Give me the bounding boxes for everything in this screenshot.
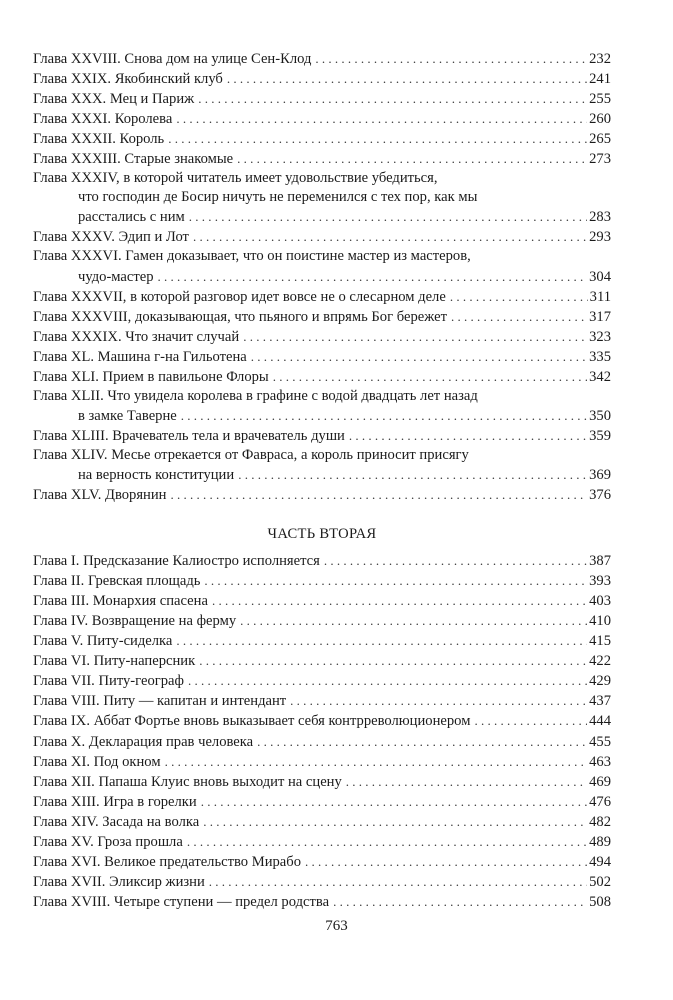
chapter-title: Глава XXXIX. Что значит случай (33, 328, 240, 345)
chapter-title-continued: в замке Таверне (78, 407, 177, 424)
toc-entry (33, 109, 611, 129)
chapter-title: Глава VII. Питу-географ (33, 673, 184, 690)
dot-leader (324, 551, 587, 570)
toc-entry (33, 287, 611, 307)
toc-entry (33, 892, 611, 912)
dot-leader (315, 49, 587, 68)
chapter-title: Глава XVI. Великое предательство Мирабо (33, 853, 301, 870)
page-ref: 476 (589, 793, 611, 810)
dot-leader (474, 711, 587, 730)
dot-leader (251, 347, 587, 366)
page-ref: 323 (589, 328, 611, 345)
chapter-title: Глава VI. Питу-наперсник (33, 653, 196, 670)
dot-leader (333, 892, 587, 911)
page-ref: 304 (589, 268, 611, 285)
dot-leader (181, 406, 587, 425)
page-ref: 293 (589, 229, 611, 246)
page-ref: 429 (589, 673, 611, 690)
chapter-title: Глава XVII. Эликсир жизни (33, 873, 205, 890)
chapter-title: Глава XXXVI. Гамен доказывает, что он поистине мастер из мастеров, (33, 248, 471, 265)
dot-leader (290, 691, 587, 710)
part-two-title: ЧАСТЬ ВТОРАЯ (267, 526, 377, 543)
toc-entry-last-line (33, 406, 611, 426)
chapter-title: Глава V. Питу-сиделка (33, 633, 173, 650)
chapter-title: Глава XII. Папаша Клуис вновь выходит на сцену (33, 773, 342, 790)
toc-entry (33, 169, 611, 227)
page-ref: 241 (589, 71, 611, 88)
page-ref: 455 (589, 733, 611, 750)
page-ref: 342 (589, 368, 611, 385)
page-ref: 422 (589, 653, 611, 670)
chapter-title: Глава XL. Машина г-на Гильотена (33, 348, 247, 365)
toc-entry (33, 792, 611, 812)
chapter-title: Глава II. Гревская площадь (33, 573, 201, 590)
toc-entry (33, 227, 611, 247)
dot-leader (209, 872, 587, 891)
page-ref: 494 (589, 853, 611, 870)
toc-entry (33, 671, 611, 691)
dot-leader (240, 611, 587, 630)
toc-entry (33, 485, 611, 505)
page-ref: 508 (589, 893, 611, 910)
dot-leader (176, 109, 587, 128)
page-ref: 260 (589, 111, 611, 128)
dot-leader (199, 651, 587, 670)
page-ref: 335 (589, 348, 611, 365)
chapter-title: Глава XXXVII, в которой разговор идет вовсе не о слесарном деле (33, 288, 446, 305)
dot-leader (168, 129, 587, 148)
chapter-title-continued: на верность конституции (78, 466, 235, 483)
toc-entry-last-line (33, 267, 611, 287)
dot-leader (237, 149, 587, 168)
toc-entry (33, 772, 611, 792)
toc-entry-last-line (33, 465, 611, 485)
toc-entry (33, 387, 611, 426)
page-ref: 393 (589, 573, 611, 590)
toc-entry (33, 551, 611, 571)
toc-entry (33, 852, 611, 872)
chapter-title: Глава XIII. Игра в горелки (33, 793, 197, 810)
chapter-title: Глава XLI. Прием в павильоне Флоры (33, 368, 269, 385)
dot-leader (165, 752, 588, 771)
chapter-title: Глава XVIII. Четыре ступени — предел родства (33, 893, 330, 910)
toc-entry (33, 49, 611, 69)
dot-leader (212, 591, 587, 610)
chapter-title: Глава III. Монархия спасена (33, 593, 208, 610)
chapter-title: Глава XI. Под окном (33, 753, 161, 770)
page-ref: 369 (589, 466, 611, 483)
dot-leader (238, 465, 587, 484)
dot-leader (189, 207, 587, 226)
dot-leader (188, 671, 587, 690)
chapter-title: Глава XIV. Засада на волка (33, 813, 200, 830)
toc-entry (33, 571, 611, 591)
toc-entry (33, 832, 611, 852)
dot-leader (257, 732, 587, 751)
chapter-title: Глава VIII. Питу — капитан и интендант (33, 693, 287, 710)
page-ref: 311 (589, 288, 611, 305)
toc-entry (33, 591, 611, 611)
toc-entry (33, 327, 611, 347)
page-ref: 387 (589, 553, 611, 570)
toc-entry (33, 367, 611, 387)
chapter-title: Глава XLIV. Месье отрекается от Фавраса, а король приносит присягу (33, 446, 469, 463)
chapter-title: Глава XXXIII. Старые знакомые (33, 151, 234, 168)
dot-leader (158, 267, 588, 286)
page-ref: 283 (589, 209, 611, 226)
toc-page (33, 49, 611, 912)
page-ref: 350 (589, 407, 611, 424)
dot-leader (450, 287, 588, 306)
dot-leader (349, 426, 587, 445)
chapter-title: Глава XXX. Мец и Париж (33, 91, 195, 108)
toc-entry (33, 611, 611, 631)
chapter-title: Глава I. Предсказание Калиостро исполняется (33, 553, 320, 570)
chapter-title: Глава IX. Аббат Фортье вновь выказывает себя контрреволюционером (33, 713, 471, 730)
dot-leader (170, 485, 587, 504)
chapter-title-continued: что господин де Босир ничуть не переменился с тех пор, как мы (78, 189, 478, 206)
dot-leader (305, 852, 587, 871)
page-ref: 376 (589, 487, 611, 504)
page-ref: 359 (589, 427, 611, 444)
dot-leader (203, 812, 587, 831)
chapter-title: Глава XXXIV, в которой читатель имеет удовольствие убедиться, (33, 170, 438, 187)
chapter-title: Глава XV. Гроза прошла (33, 833, 183, 850)
toc-entry (33, 651, 611, 671)
toc-part-one (33, 49, 611, 505)
chapter-title: Глава IV. Возвращение на ферму (33, 613, 237, 630)
chapter-title: Глава XXXI. Королева (33, 111, 173, 128)
chapter-title: Глава XXXV. Эдип и Лот (33, 229, 189, 246)
page-ref: 403 (589, 593, 611, 610)
page-ref: 255 (589, 91, 611, 108)
chapter-title-continued: чудо-мастер (78, 268, 154, 285)
page-ref: 482 (589, 813, 611, 830)
dot-leader (227, 69, 587, 88)
page-ref: 463 (589, 753, 611, 770)
toc-entry (33, 872, 611, 892)
toc-entry (33, 69, 611, 89)
chapter-title: Глава XXVIII. Снова дом на улице Сен-Клод (33, 51, 312, 67)
toc-entry (33, 307, 611, 327)
toc-entry (33, 812, 611, 832)
chapter-title: Глава XXXII. Король (33, 131, 165, 148)
toc-entry (33, 446, 611, 485)
page-ref: 232 (589, 51, 611, 67)
dot-leader (451, 307, 587, 326)
chapter-title: Глава XXXVIII, доказывающая, что пьяного и впрямь Бог бережет (33, 308, 447, 325)
dot-leader (193, 227, 587, 246)
toc-entry (33, 129, 611, 149)
toc-entry (33, 347, 611, 367)
page-ref: 469 (589, 773, 611, 790)
toc-entry (33, 631, 611, 651)
page-ref: 410 (589, 613, 611, 630)
chapter-title: Глава X. Декларация прав человека (33, 733, 254, 750)
dot-leader (176, 631, 587, 650)
page-ref: 444 (589, 713, 611, 730)
page-ref: 265 (589, 131, 611, 148)
page-ref: 437 (589, 693, 611, 710)
chapter-title-continued: расстались с ним (78, 209, 185, 226)
page-ref: 489 (589, 833, 611, 850)
toc-entry (33, 711, 611, 731)
dot-leader (243, 327, 587, 346)
toc-entry (33, 691, 611, 711)
toc-entry (33, 426, 611, 446)
chapter-title: Глава XLV. Дворянин (33, 487, 167, 504)
dot-leader (204, 571, 587, 590)
toc-entry-last-line (33, 207, 611, 227)
toc-part-two (33, 551, 611, 912)
dot-leader (201, 792, 587, 811)
chapter-title: Глава XLII. Что увидела королева в графине с водой двадцать лет назад (33, 387, 478, 404)
page-ref: 415 (589, 633, 611, 650)
toc-entry (33, 752, 611, 772)
toc-entry (33, 247, 611, 286)
chapter-title: Глава XLIII. Врачеватель тела и врачеватель души (33, 427, 345, 444)
dot-leader (187, 832, 587, 851)
toc-entry (33, 149, 611, 169)
toc-entry (33, 732, 611, 752)
page-ref: 502 (589, 873, 611, 890)
dot-leader (346, 772, 587, 791)
page-number: 763 (325, 918, 348, 934)
page-ref: 273 (589, 151, 611, 168)
page-ref: 317 (589, 308, 611, 325)
toc-entry (33, 89, 611, 109)
dot-leader (273, 367, 587, 386)
dot-leader (198, 89, 587, 108)
chapter-title: Глава XXIX. Якобинский клуб (33, 71, 223, 88)
